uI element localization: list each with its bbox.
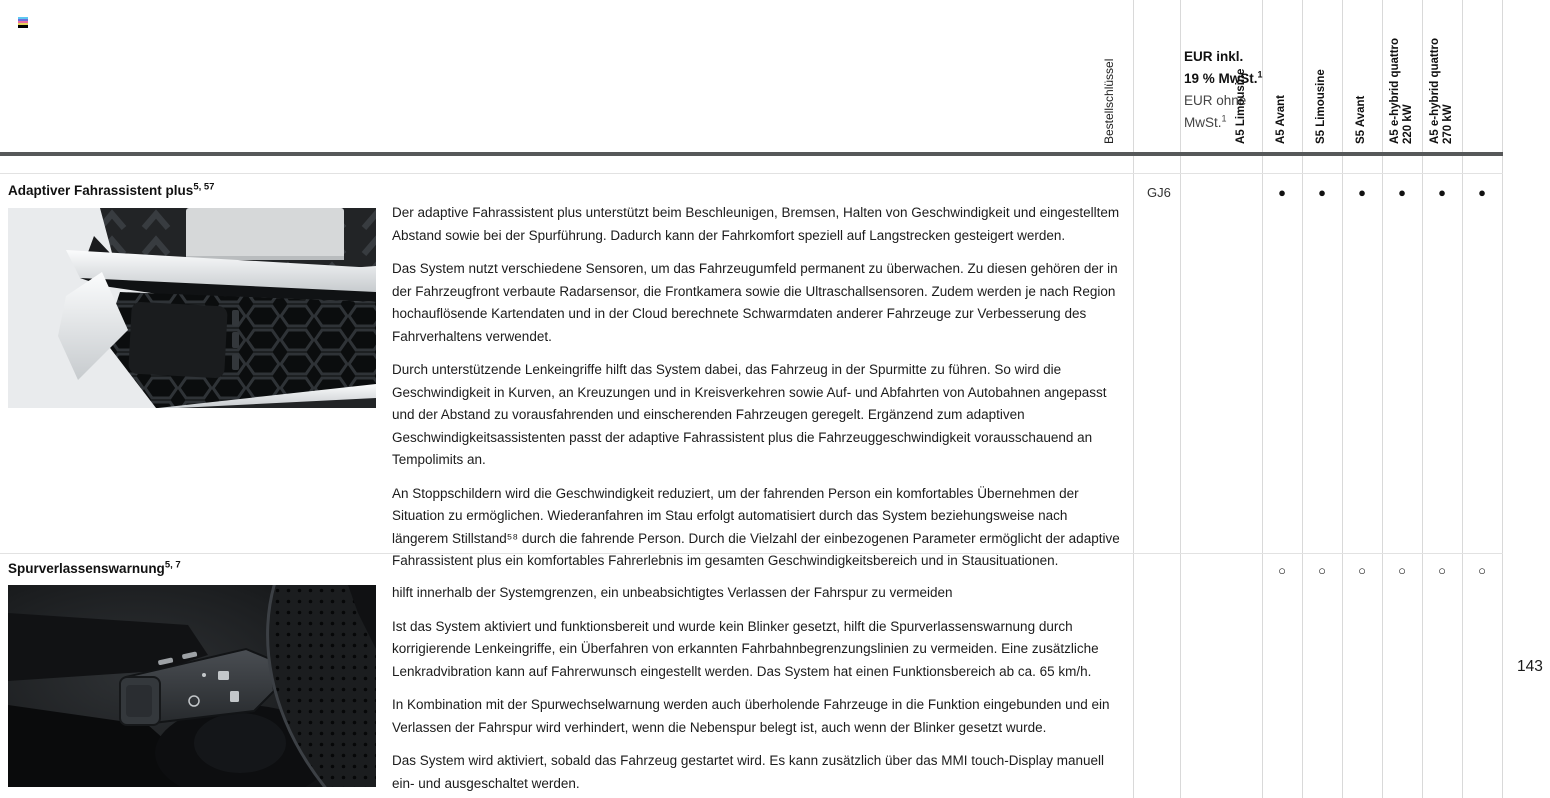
header-rule: [0, 152, 1503, 156]
feature-name: Spurverlassenswarnung: [8, 561, 165, 576]
column-header-a5-ehybrid-270: [1422, 4, 1462, 150]
availability-marker: ●: [1438, 185, 1446, 200]
price-header-text: EUR inkl.: [1184, 49, 1244, 64]
table-grid-line: [1462, 0, 1463, 798]
availability-marker: ○: [1358, 563, 1366, 578]
footnote-ref: 5, 7: [164, 559, 181, 571]
availability-marker: ●: [1358, 185, 1366, 200]
price-header-text: MwSt.: [1184, 115, 1222, 130]
table-grid-line: [1180, 0, 1181, 798]
availability-marker: ●: [1278, 185, 1286, 200]
order-code: GJ6: [1147, 185, 1171, 200]
description-paragraph: An Stoppschildern wird die Geschwindigkeit reduziert, um der fahrenden Person ein komfortables Übernehmen der Situation zu ermöglichen. Wiederanfahren im Stau erfolgt automatisiert durch das System beziehungsweise nach längerem Stillstand⁵⁸ durch die fahrende Person. Durch die Vielzahl der einbezogenen Parameter ermöglicht der adaptive Fahrassistent plus ein komfortables Fahrerlebnis im gesamten Geschwindigkeitsbereich und in Stausituationen.: [392, 485, 1120, 568]
column-header-label: S5 Avant: [1355, 95, 1368, 144]
description-paragraph: In Kombination mit der Spurwechselwarnung werden auch überholende Fahrzeuge in die Funktion eingebunden und ein Verlassen der Fahrspur wird verhindert, wenn die Nebenspur belegt ist, auch wenn der Blinker gesetzt wurde.: [392, 697, 1110, 735]
column-header-s5-avant: [1342, 4, 1382, 150]
availability-marker: ●: [1398, 185, 1406, 200]
availability-marker: ○: [1478, 563, 1486, 578]
description-paragraph: Durch unterstützende Lenkeingriffe hilft das System dabei, das Fahrzeug in der Spurmitte zu führen. So wird die Geschwindigkeit in Kurven, an Kreuzungen und in Kreisverkehren sowie Auf- und Abfahrten von Autobahnen angepasst und der Abstand zu vorausfahrenden und einscherenden Fahrzeugen geregelt. Ergänzend zum adaptiven Geschwindigkeitsassistenten passt der adaptive Fahrassistent plus die Fahrzeuggeschwindigkeit vorausschauend an Tempolimits an.: [392, 362, 1107, 467]
feature-description: [392, 202, 1126, 584]
availability-marker: ○: [1278, 563, 1286, 578]
column-header-label: S5 Limousine: [1315, 69, 1328, 144]
table-grid-line: [1502, 0, 1503, 798]
availability-marker: ○: [1438, 563, 1446, 578]
column-header-label: Bestellschlüssel: [1101, 58, 1116, 144]
price-header-text: 19 % MwSt.: [1184, 71, 1258, 86]
column-header-label: A5 e-hybrid quattro: [1428, 37, 1441, 144]
column-header-bestellschluessel: [1086, 4, 1133, 150]
row-separator: [0, 173, 1503, 174]
availability-marker: ●: [1478, 185, 1486, 200]
table-grid-line: [1133, 0, 1134, 798]
price-header-text: EUR ohne: [1184, 93, 1247, 108]
row-title-adaptiver-fahrassistent: [8, 183, 214, 198]
column-header-label: A5 e-hybrid quattro: [1388, 37, 1401, 144]
row-title-spurverlassenswarnung: [8, 561, 181, 576]
column-header-s5-limousine: [1302, 4, 1342, 150]
feature-name: Adaptiver Fahrassistent plus: [8, 183, 194, 198]
availability-marker: ○: [1398, 563, 1406, 578]
column-header-sublabel: 270 kW: [1442, 104, 1454, 144]
description-paragraph: Das System wird aktiviert, sobald das Fahrzeug gestartet wird. Es kann zusätzlich über das MMI touch-Display manuell ein- und ausgeschaltet werden.: [392, 753, 1105, 791]
steering-stalk-photo: [8, 585, 376, 787]
column-header-a5-ehybrid-220: [1382, 4, 1422, 150]
feature-description: [392, 582, 1126, 798]
page-number: 143: [1517, 658, 1543, 675]
column-header-label: A5 Limousine: [1235, 68, 1248, 144]
column-header-label: A5 Avant: [1275, 95, 1288, 144]
description-paragraph: Ist das System aktiviert und funktionsbereit und wurde kein Blinker gesetzt, hilft die Spurverlassenswarnung durch korrigierende Lenkeingriffe, ein Überfahren von erkannten Fahrbahnbegrenzungslinien zu vermeiden. Eine zusätzliche Lenkradvibration kann auf Fahrerwunsch eingestellt werden. Das System hat einen Funktionsbereich ab ca. 65 km/h.: [392, 618, 1099, 679]
availability-marker: ●: [1318, 185, 1326, 200]
column-header-a5-avant: [1262, 4, 1302, 150]
footnote-ref: 5, 57: [193, 181, 215, 193]
description-paragraph: Das System nutzt verschiedene Sensoren, um das Fahrzeugumfeld permanent zu überwachen. Zu diesen gehören der in der Fahrzeugfront verbaute Radarsensor, die Frontkamera sowie die Ultraschallsensoren. Zudem werden je nach Region hochauflösende Kartendaten und in der Cloud berechnete Schwarmdaten anderer Fahrzeuge zur Verbesserung des Fahrverhaltens verwendet.: [392, 261, 1118, 344]
description-paragraph: Der adaptive Fahrassistent plus unterstützt beim Beschleunigen, Bremsen, Halten von Geschwindigkeit und eingestelltem Abstand sowie bei der Spurführung. Dadurch kann der Fahrkomfort speziell auf Langstrecken gesteigert werden.: [392, 205, 1120, 243]
availability-marker: ○: [1318, 563, 1326, 578]
footnote-ref: 1: [1221, 113, 1227, 124]
column-header-sublabel: 220 kW: [1402, 104, 1414, 144]
front-bumper-photo: [8, 208, 376, 408]
description-paragraph: hilft innerhalb der Systemgrenzen, ein unbeabsichtigtes Verlassen der Fahrspur zu vermeiden: [392, 585, 953, 600]
column-header-a5-limousine: [1222, 4, 1262, 150]
footnote-ref: 1: [1257, 69, 1263, 80]
print-color-mark-icon: [18, 17, 28, 28]
